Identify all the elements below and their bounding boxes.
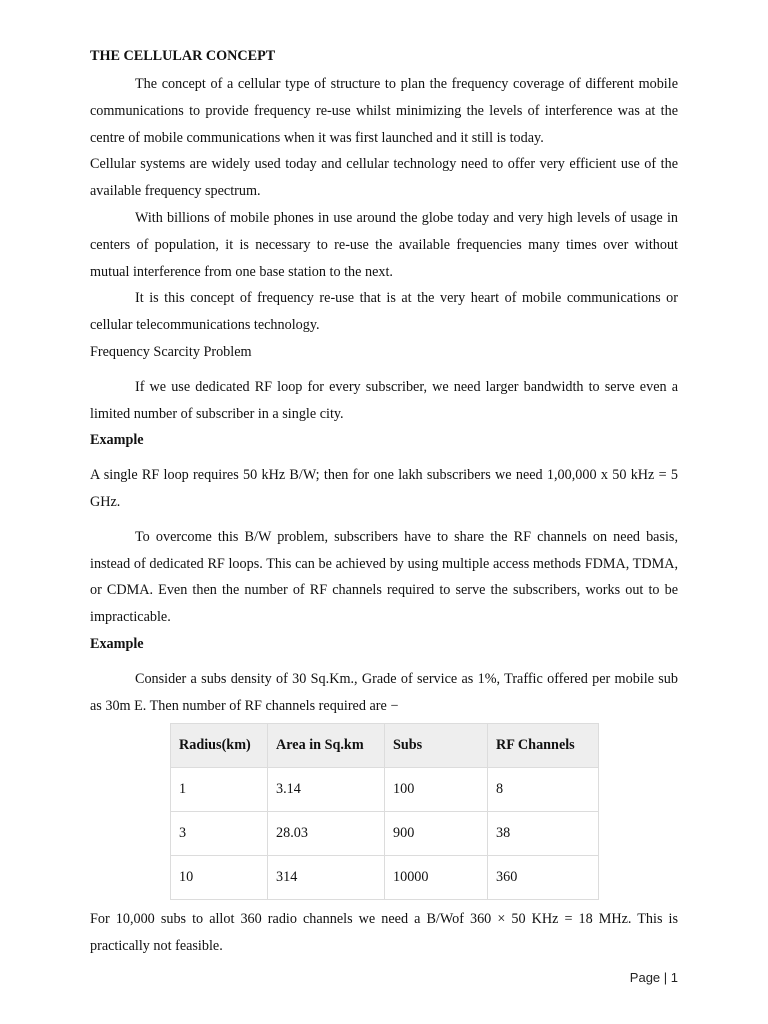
table-cell: 1	[171, 768, 268, 812]
example-label-1: Example	[90, 432, 144, 449]
paragraph-frequency-reuse: It is this concept of frequency re-use that is at the very heart of mobile communications or cellular telecommunications technology.	[90, 290, 678, 334]
section-heading-frequency-scarcity: Frequency Scarcity Problem	[90, 343, 252, 360]
table-cell: 10000	[385, 856, 488, 900]
paragraph-intro: The concept of a cellular type of structure to plan the frequency coverage of different mobile communications to provide frequency re-use whilst minimizing the levels of interference was at the centre of mobile communications when it was first launched and it still is today.	[90, 76, 678, 146]
paragraph-single-rf-loop: A single RF loop requires 50 kHz B/W; then for one lakh subscribers we need 1,00,000 x 50 kHz = 5 GHz.	[90, 467, 678, 510]
table-cell: 314	[268, 856, 385, 900]
paragraph-billions-phones: With billions of mobile phones in use around the globe today and very high levels of usage in centers of population, it is necessary to re-use the available frequencies many times over without mutual interference from one base station to the next.	[90, 209, 678, 280]
page-number: Page | 1	[629, 970, 678, 985]
paragraph-cellular-systems: Cellular systems are widely used today and cellular technology need to offer very efficient use of the available frequency spectrum.	[90, 156, 678, 200]
table-cell: 900	[385, 812, 488, 856]
paragraph-dedicated-rf-loop: If we use dedicated RF loop for every subscriber, we need larger bandwidth to serve even a limited number of subscriber in a single city.	[90, 378, 678, 422]
paragraph-conclusion: For 10,000 subs to allot 360 radio channels we need a B/Wof 360 × 50 KHz = 18 MHz. This is practically not feasible.	[90, 911, 678, 955]
table-row	[171, 768, 599, 812]
table-cell: 38	[488, 812, 599, 856]
table-cell: 10	[171, 856, 268, 900]
paragraph-subs-density: Consider a subs density of 30 Sq.Km., Grade of service as 1%, Traffic offered per mobile sub as 30m E. Then number of RF channels required are −	[90, 670, 678, 714]
table-cell: 8	[488, 768, 599, 812]
table-cell: 3	[171, 812, 268, 856]
rf-channels-table	[170, 723, 599, 900]
table-header-cell: Area in Sq.km	[268, 724, 385, 768]
table-row	[171, 812, 599, 856]
document-title: THE CELLULAR CONCEPT	[90, 48, 276, 64]
document-page	[90, 45, 678, 960]
table-cell: 100	[385, 768, 488, 812]
table-header-cell: Radius(km)	[171, 724, 268, 768]
table-header-cell: RF Channels	[488, 724, 599, 768]
table-cell: 3.14	[268, 768, 385, 812]
example-label-2: Example	[90, 635, 144, 652]
table-row	[171, 856, 599, 900]
paragraph-overcome-bw: To overcome this B/W problem, subscribers have to share the RF channels on need basis, instead of dedicated RF loops. This can be achieved by using multiple access methods FDMA, TDMA, or CDMA. Even then the number of RF channels required to serve the subscribers, works out to be impracticable.	[90, 528, 678, 626]
table-cell: 360	[488, 856, 599, 900]
table-header-cell: Subs	[385, 724, 488, 768]
table-cell: 28.03	[268, 812, 385, 856]
table-header-row	[171, 724, 599, 768]
